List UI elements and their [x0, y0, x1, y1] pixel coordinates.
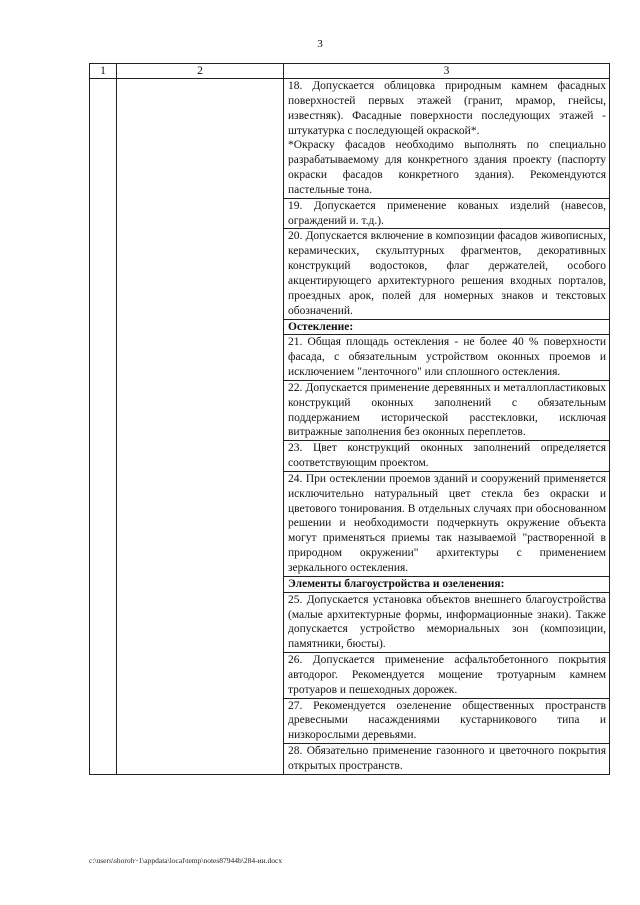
requirement-paragraph: 21. Общая площадь остекления - не более 40 % поверхности фасада, с обязательным устройством оконных проемов и исключением "ленточного" или сплошного остекления.	[284, 335, 609, 381]
requirement-paragraph: 28. Обязательно применение газонного и цветочного покрытия открытых пространств.	[288, 745, 606, 772]
requirement-paragraph: 22. Допускается применение деревянных и металлопластиковых конструкций оконных заполнений с обязательным поддержанием исторической расстекловки, исключая витражные заполнения без оконных переплетов.	[284, 381, 609, 441]
requirement-paragraph: 18. Допускается облицовка природным камнем фасадных поверхностей первых этажей (гранит, мрамор, гнейсы, известняк). Фасадные поверхности последующих этажей - штукатурка с последующей окраской*.	[288, 80, 606, 137]
requirement-paragraph: 19. Допускается применение кованых изделий (навесов, ограждений и. т.д.).	[284, 199, 609, 230]
requirement-paragraph: 24. При остеклении проемов зданий и сооружений применяется исключительно натуральный цвет стекла без окраски и цветового тонирования. В отдельных случаях при обоснованном решении и необходимости подчеркнуть окружение объекта могут применяться приемы так называемой "растворенной в природном окружении" архитектуры с применением зеркального остекления.	[284, 472, 609, 577]
requirement-paragraph: 26. Допускается применение асфальтобетонного покрытия автодорог. Рекомендуется мощение тротуарным камнем тротуаров и пешеходных дорожек.	[284, 653, 609, 699]
page-number: 3	[317, 38, 323, 50]
requirement-paragraph: 20. Допускается включение в композиции фасадов живописных, керамических, скульптурных фрагментов, декоративных конструкций водостоков, флаг держателей, особого акцентирующего архитектурного решения входных порталов, проездных арок, полей для номерных знаков и текстовых обозначений.	[284, 229, 609, 319]
file-path-footer: c:\users\shoroh~1\appdata\local\temp\notes87944b\284-ии.docx	[89, 856, 283, 865]
column-header-1: 1	[90, 64, 117, 79]
requirement-paragraph: 27. Рекомендуется озеленение общественных пространств древесными насаждениями кустарникового типа и низкорослыми деревьями.	[284, 699, 609, 745]
requirement-paragraph: 23. Цвет конструкций оконных заполнений определяется соответствующим проектом.	[284, 441, 609, 472]
table-cell-col3	[284, 79, 610, 775]
requirement-paragraph: *Окраску фасадов необходимо выполнять по специально разрабатываемому для конкретного здания проекту (паспорту окраски фасадов конкретного здания). Рекомендуются пастельные тона.	[284, 138, 609, 198]
regulations-table	[89, 63, 610, 775]
table-row	[90, 79, 610, 775]
section-heading: Элементы благоустройства и озеленения:	[284, 577, 609, 593]
table-cell-col2	[117, 79, 284, 775]
requirement-paragraph: 25. Допускается установка объектов внешнего благоустройства (малые архитектурные формы, информационные знаки). Также допускается устройство мемориальных зон (композиции, памятники, бюсты).	[284, 593, 609, 653]
requirements-list	[284, 79, 609, 774]
table-cell-col1	[90, 79, 117, 775]
column-header-2: 2	[117, 64, 284, 79]
column-header-3: 3	[284, 64, 610, 79]
table-header-row	[90, 64, 610, 79]
section-heading: Остекление:	[284, 320, 609, 336]
